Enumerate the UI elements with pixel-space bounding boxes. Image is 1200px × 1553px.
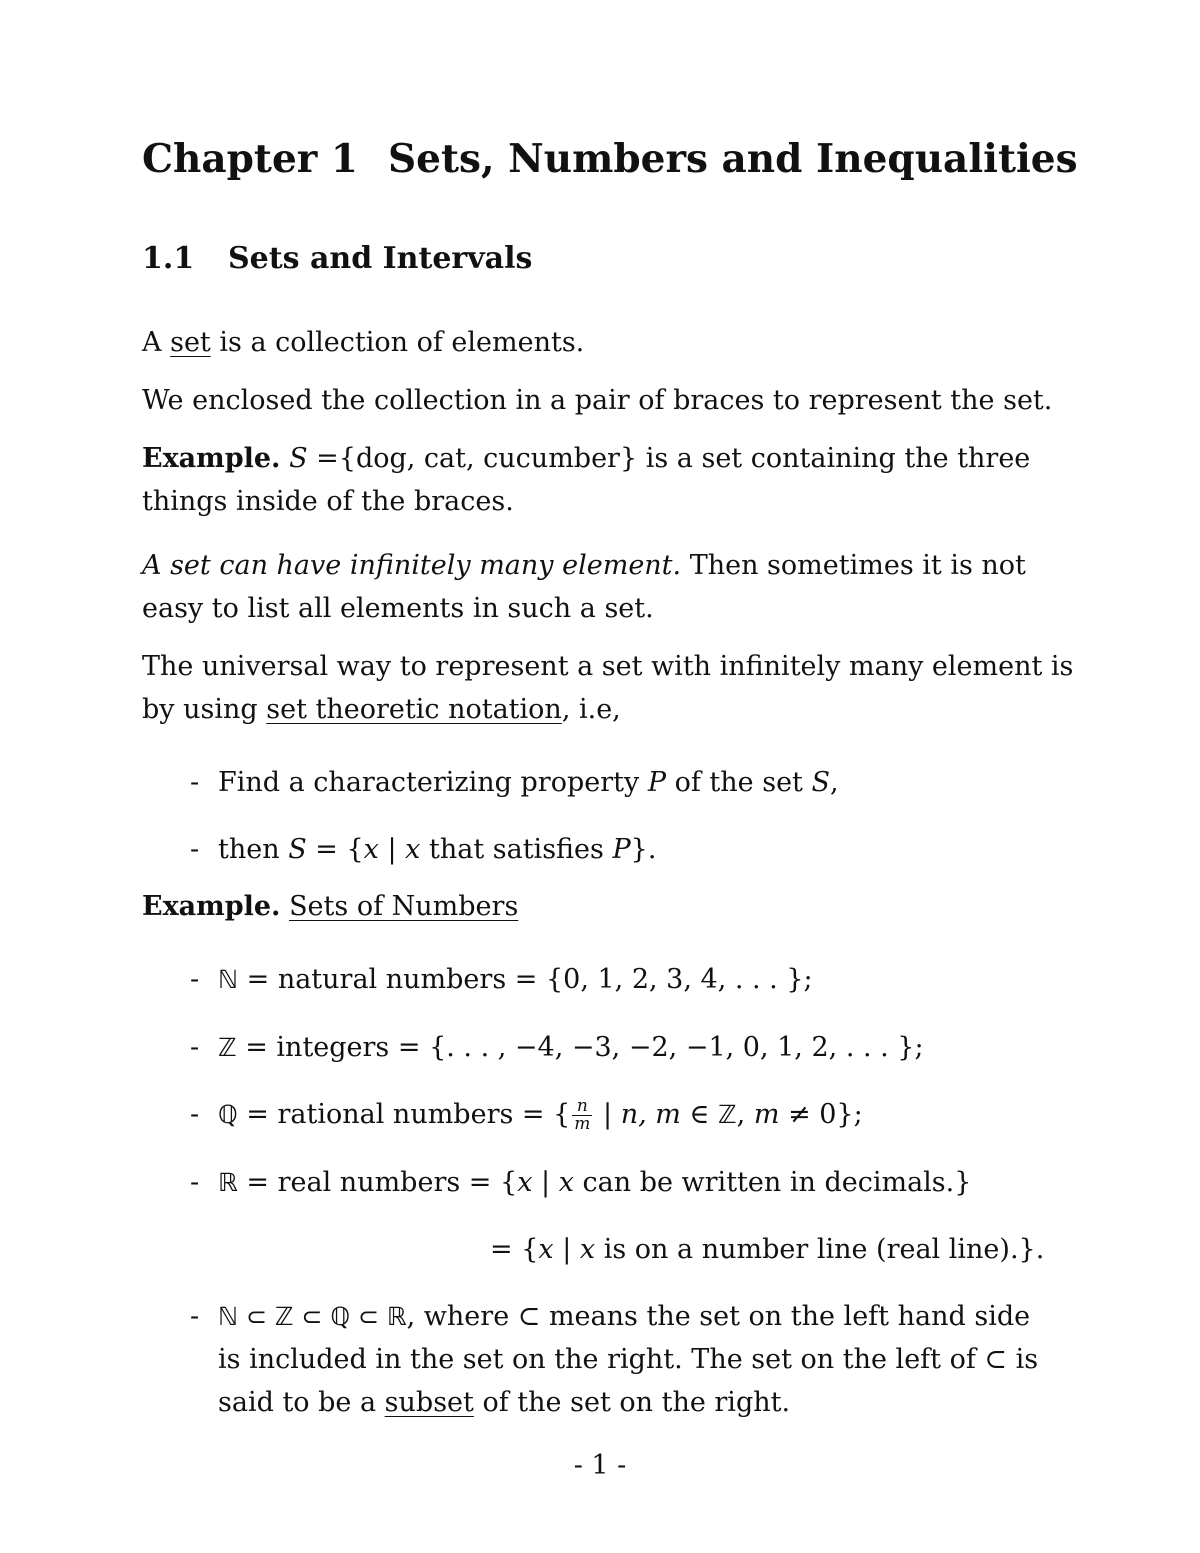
math-var: S (289, 443, 308, 474)
term-set-theoretic-notation: set theoretic notation (266, 694, 562, 725)
text: = { (306, 834, 364, 865)
list-item-rationals (190, 1093, 863, 1136)
text: Then sometimes it is not (681, 550, 1026, 581)
natural-numbers-symbol: ℕ (218, 965, 239, 994)
text: | (378, 834, 406, 865)
paragraph-notation-line-2 (142, 688, 621, 731)
list-item-natural (190, 958, 813, 1001)
text: ={dog, cat, cucumber} is a set containing the three (307, 443, 1031, 474)
fraction-numerator: n (572, 1098, 592, 1116)
bullet-dash: - (190, 1167, 200, 1198)
text: , where ⊂ means the set on the left hand side (406, 1301, 1031, 1332)
fraction-denominator: m (574, 1114, 591, 1134)
text: }. (630, 834, 657, 865)
example-1-line-2: things inside of the braces. (142, 486, 514, 517)
text: by using (142, 694, 267, 725)
math-var: m (753, 1099, 780, 1130)
math-var: x (517, 1167, 533, 1198)
text: of the set (666, 767, 812, 798)
math-var: n, m (620, 1099, 681, 1130)
bullet-dash: - (190, 1301, 200, 1332)
text: = real numbers = { (237, 1167, 518, 1198)
text: | (532, 1167, 559, 1198)
text: | (553, 1234, 580, 1265)
reals-symbol: ℝ (218, 1168, 238, 1197)
example-label: Example. (142, 891, 281, 922)
math-var: x (538, 1234, 554, 1265)
math-var: S (288, 834, 307, 865)
text: = integers = {. . . , −4, −3, −2, −1, 0, 1, 2, . . . }; (236, 1032, 924, 1063)
term-subset: subset (384, 1387, 474, 1418)
integers-symbol: ℤ (718, 1100, 737, 1129)
integers-symbol: ℤ (218, 1033, 237, 1062)
example-1-line-1 (142, 437, 1030, 480)
paragraph-notation-line-1: The universal way to represent a set with infinitely many element is (142, 651, 1074, 682)
bullet-set-builder (190, 828, 656, 871)
paragraph-infinite-line-1 (142, 544, 1026, 587)
text: is a collection of elements. (210, 327, 585, 358)
text: | (594, 1099, 621, 1130)
text: , (829, 767, 839, 798)
page-number: - 1 - (573, 1450, 627, 1481)
math-var: x (405, 834, 421, 865)
bullet-dash: - (190, 1099, 200, 1130)
text: that satisfies (420, 834, 613, 865)
math-var: S (811, 767, 830, 798)
bullet-dash: - (190, 964, 200, 995)
bullet-property (190, 761, 839, 804)
rationals-symbol: ℚ (218, 1100, 238, 1129)
section-heading (142, 241, 532, 276)
subset-chain: ℕ ⊂ ℤ ⊂ ℚ ⊂ ℝ (218, 1302, 407, 1331)
italic-statement: A set can have infinitely many element. (142, 550, 682, 581)
text: is on a number line (real line).}. (595, 1234, 1045, 1265)
list-item-integers (190, 1026, 924, 1069)
math-var: P (612, 834, 631, 865)
text: = { (490, 1234, 539, 1265)
bullet-dash: - (190, 1032, 200, 1063)
text: said to be a (218, 1387, 385, 1418)
text: , i.e, (561, 694, 621, 725)
math-var: x (579, 1234, 596, 1265)
text: , (736, 1099, 754, 1130)
text: ≠ 0}; (779, 1099, 863, 1130)
text: A (142, 327, 171, 358)
example-title: Sets of Numbers (289, 891, 519, 922)
text: = natural numbers = {0, 1, 2, 3, 4, . . . }; (238, 964, 813, 995)
text: ∈ (680, 1099, 719, 1130)
list-item-subset-line-1 (190, 1295, 1030, 1338)
math-var: x (558, 1167, 574, 1198)
paragraph-braces: We enclosed the collection in a pair of braces to represent the set. (142, 385, 1053, 416)
list-item-subset-line-3 (218, 1381, 790, 1424)
term-set: set (170, 327, 211, 358)
fraction-n-over-m (572, 1098, 592, 1133)
paragraph-set-definition (142, 321, 584, 364)
text: = rational numbers = { (237, 1099, 571, 1130)
list-item-reals (190, 1161, 971, 1204)
text: Find a characterizing property (218, 767, 648, 798)
paragraph-infinite-line-2: easy to list all elements in such a set. (142, 593, 654, 624)
text: can be written in decimals.} (573, 1167, 972, 1198)
math-var: P (647, 767, 666, 798)
chapter-heading (142, 136, 1078, 182)
bullet-dash: - (190, 834, 200, 865)
section-number: 1.1 (142, 241, 195, 276)
text: of the set on the right. (473, 1387, 791, 1418)
list-item-subset-line-2: is included in the set on the right. The set on the left of ⊂ is (218, 1344, 1039, 1375)
example-label: Example. (142, 443, 281, 474)
chapter-title: Sets, Numbers and Inequalities (388, 136, 1078, 182)
section-title: Sets and Intervals (228, 241, 533, 276)
list-item-reals-continued (490, 1228, 1044, 1271)
text: then (218, 834, 289, 865)
chapter-number: Chapter 1 (142, 136, 359, 182)
example-2-heading (142, 885, 518, 928)
math-var: x (363, 834, 379, 865)
bullet-dash: - (190, 767, 200, 798)
